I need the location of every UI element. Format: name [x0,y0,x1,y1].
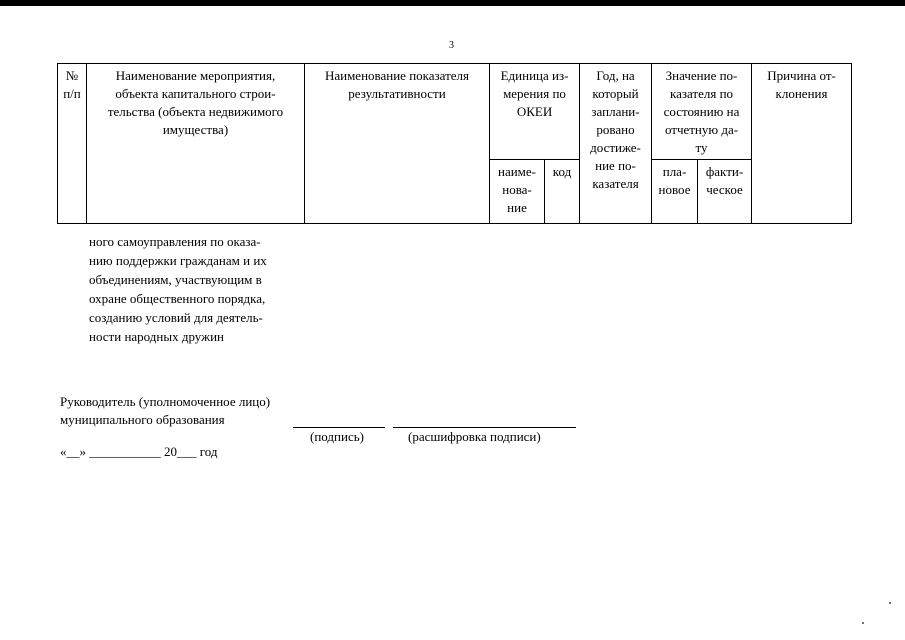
header-unit-name: наиме- нова- ние [490,160,545,224]
header-value-planned: пла- новое [652,160,698,224]
header-year: Год, на который заплани- ровано достиже- ние по- казателя [580,64,652,224]
report-table [57,63,852,224]
signature-line [293,427,385,428]
header-indicator-name: Наименование показателя результативности [305,64,490,224]
page-number: 3 [449,40,454,51]
decoding-line [393,427,576,428]
decoding-caption: (расшифровка подписи) [408,429,541,444]
header-event-name: Наименование мероприятия, объекта капитального строи- тельства (объекта недвижимого имущества) [87,64,305,224]
signature-caption: (подпись) [310,429,364,444]
header-reason: Причина от- клонения [752,64,852,224]
header-unit-group: Единица из- мерения по ОКЕИ [490,64,580,160]
header-num: № п/п [58,64,87,224]
scan-speck [889,602,891,604]
header-unit-code: код [545,160,580,224]
signatory-title: Руководитель (уполномоченное лицо) муниципального образования [60,394,271,427]
continued-event-text: ного самоуправления по оказа- нию поддержки гражданам и их объединениям, участвующим в охране общественного порядка, созданию условий для деятель- ности народных дружин [89,234,267,344]
top-border [0,0,905,6]
date-line: «__» ___________ 20___ год [60,444,218,459]
header-value-group: Значение по- казателя по состоянию на отчетную да- ту [652,64,752,160]
header-value-actual: факти- ческое [698,160,752,224]
scan-speck [862,622,864,624]
